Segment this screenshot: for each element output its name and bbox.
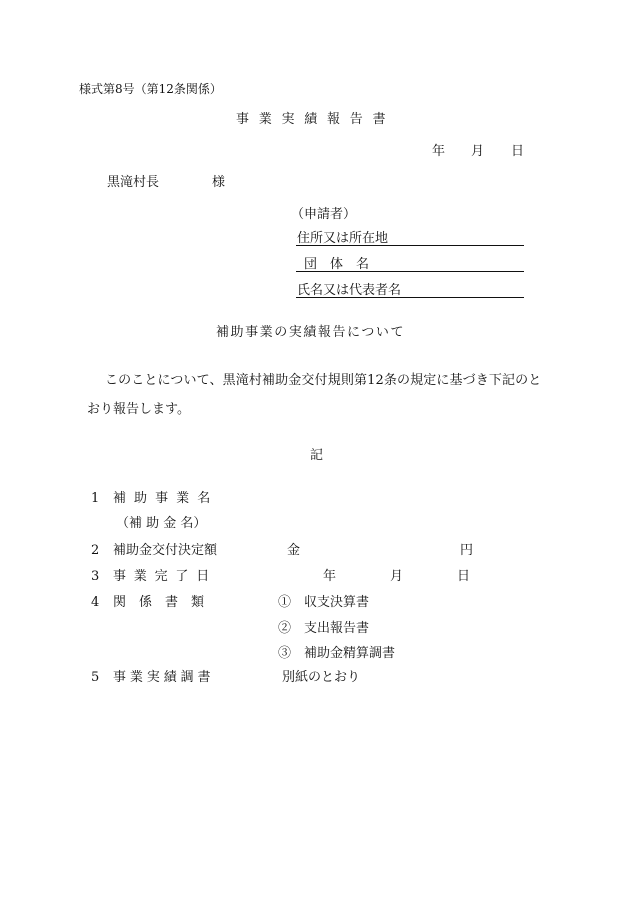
item1-label: 補助事業名 (113, 491, 219, 506)
item4-label: 関 係 書 類 (113, 595, 205, 610)
item4-doc-3: ③ 補助金精算調書 (278, 646, 396, 661)
applicant-name-field[interactable] (296, 283, 524, 298)
item3-number: 3 (91, 569, 100, 584)
item1-sublabel: （補 助 金 名） (116, 516, 207, 531)
item3-year: 年 (323, 569, 337, 584)
form-number: 様式第8号（第12条関係） (79, 82, 222, 96)
date-day: 日 (511, 144, 525, 159)
addressee-name: 黒滝村長 (107, 175, 160, 190)
applicant-address-field[interactable] (296, 231, 524, 246)
item3-month: 月 (390, 569, 404, 584)
item5-label: 事業実績調書 (113, 670, 215, 685)
item2-number: 2 (91, 543, 100, 558)
body-line-1: このことについて、黒滝村補助金交付規則第12条の規定に基づき下記のと (105, 373, 542, 388)
date-year: 年 (432, 144, 446, 159)
addressee-honorific: 様 (212, 175, 226, 190)
item5-value: 別紙のとおり (282, 670, 361, 685)
item3-label: 事業完了日 (113, 569, 218, 584)
ki-label: 記 (310, 448, 324, 463)
item2-kin: 金 (287, 543, 301, 558)
subject-line: 補助事業の実績報告について (216, 325, 406, 340)
item4-doc-1: ① 収支決算書 (278, 595, 370, 610)
item5-number: 5 (91, 670, 100, 685)
item4-number: 4 (91, 595, 100, 610)
item3-day: 日 (457, 569, 471, 584)
item2-yen: 円 (460, 543, 474, 558)
applicant-name-label: 氏名又は代表者名 (297, 283, 402, 298)
body-line-2: おり報告します。 (87, 402, 190, 417)
item4-doc-2: ② 支出報告書 (278, 621, 370, 636)
item1-number: 1 (91, 491, 100, 506)
applicant-address-label: 住所又は所在地 (297, 231, 389, 246)
applicant-group-field[interactable] (296, 257, 524, 272)
applicant-group-label: 団 体 名 (304, 257, 370, 272)
item2-label: 補助金交付決定額 (113, 543, 218, 558)
applicant-heading: （申請者） (291, 207, 357, 222)
document-title: 事業実績報告書 (236, 112, 396, 127)
date-month: 月 (471, 144, 485, 159)
